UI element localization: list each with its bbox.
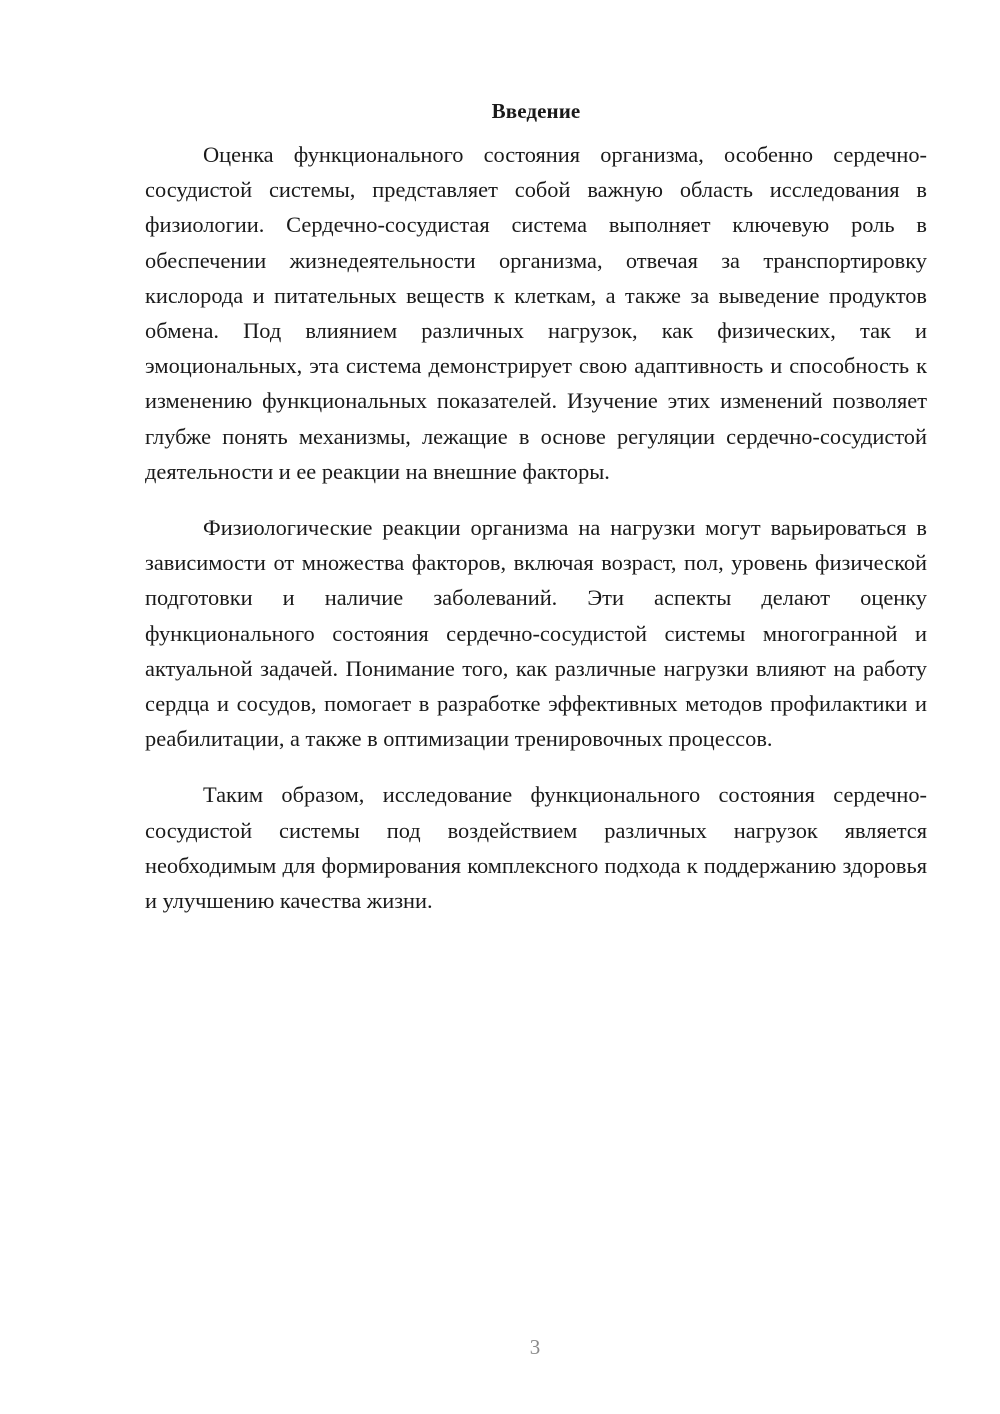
section-title: Введение: [491, 99, 581, 123]
page-content: [145, 95, 927, 918]
paragraph-1: Оценка функционального состояния организма, особенно сердечно-сосудистой системы, представляет собой важную область исследования в физиологии. Сердечно-сосудистая система выполняет ключевую роль в обеспечении жизнедеятельности организма, отвечая за транспортировку кислорода и питательных веществ к клеткам, а также за выведение продуктов обмена. Под влиянием различных нагрузок, как физических, так и эмоциональных, эта система демонстрирует свою адаптивность и способность к изменению функциональных показателей. Изучение этих изменений позволяет глубже понять механизмы, лежащие в основе регуляции сердечно-сосудистой деятельности и ее реакции на внешние факторы.: [145, 142, 927, 484]
paragraph-3: Таким образом, исследование функционального состояния сердечно-сосудистой системы под воздействием различных нагрузок является необходимым для формирования комплексного подхода к поддержанию здоровья и улучшению качества жизни.: [145, 782, 927, 914]
page-number: 3: [529, 1335, 541, 1359]
paragraph-2: Физиологические реакции организма на нагрузки могут варьироваться в зависимости от множества факторов, включая возраст, пол, уровень физической подготовки и наличие заболеваний. Эти аспекты делают оценку функционального состояния сердечно-сосудистой системы многогранной и актуальной задачей. Понимание того, как различные нагрузки влияют на работу сердца и сосудов, помогает в разработке эффективных методов профилактики и реабилитации, а также в оптимизации тренировочных процессов.: [145, 515, 927, 752]
